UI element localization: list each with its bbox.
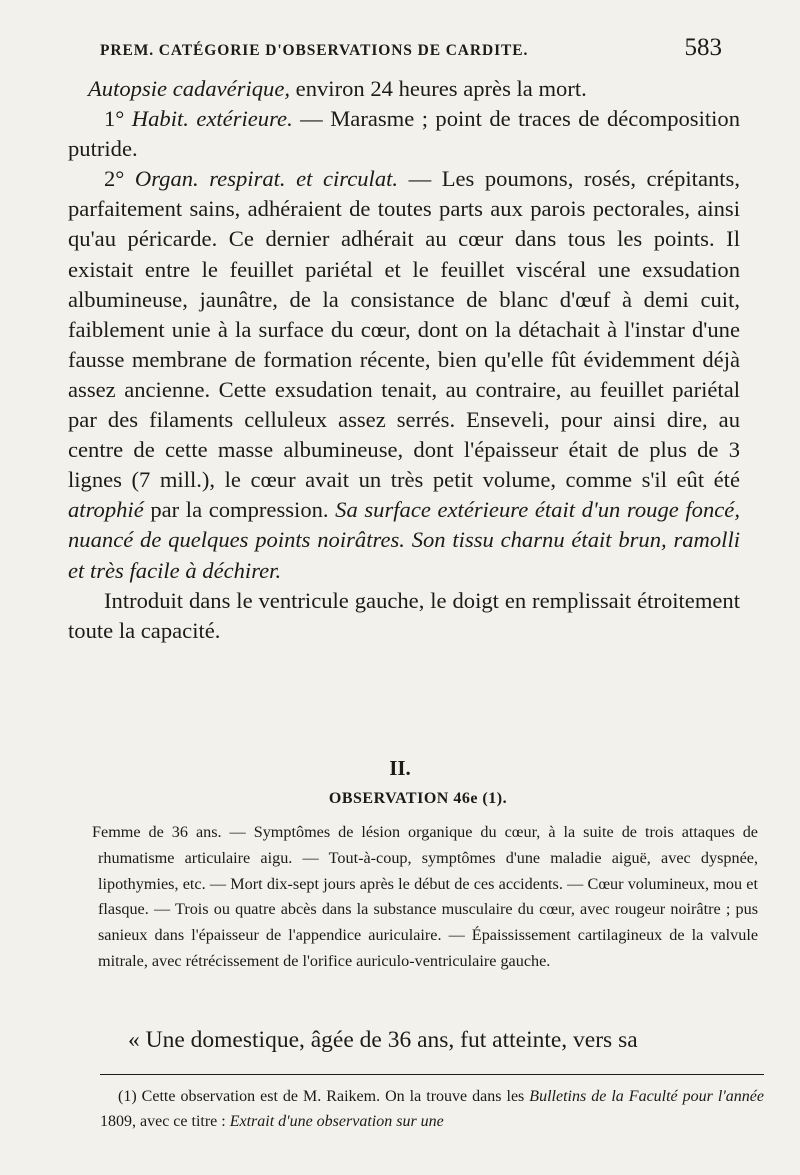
running-title: PREM. CATÉGORIE D'OBSERVATIONS DE CARDITE. xyxy=(100,42,529,59)
footnote-italic-1: Bulletins de la Faculté pour l'année xyxy=(529,1088,765,1105)
ventricle-text: Introduit dans le ventricule gauche, le doigt en remplissait étroitement toute la capacité. xyxy=(68,587,740,643)
section-number: II. xyxy=(389,756,411,780)
footnote xyxy=(100,1084,764,1134)
paragraph-organs xyxy=(68,164,740,585)
autopsy-text-span: environ 24 heures après la mort. xyxy=(290,76,587,101)
footnote-text xyxy=(100,1084,764,1134)
page-number: 583 xyxy=(684,34,722,61)
autopsy-heading: Autopsie cadavérique, xyxy=(88,76,291,101)
habit-prefix: 1° xyxy=(104,106,132,132)
observation-start xyxy=(92,1024,758,1056)
paragraph-autopsy xyxy=(68,74,740,104)
paragraph-ventricle xyxy=(68,586,740,646)
organs-italic-sentence: Sa surface extérieure était d'un rouge foncé, nuancé de quelques points noirâtres. Son tissu charnu était brun, ramolli et très facile à déchirer. xyxy=(68,497,740,583)
observation-summary xyxy=(92,820,758,975)
paragraph-habit xyxy=(68,104,740,164)
organs-italic-word: atrophié xyxy=(68,497,144,523)
observation-first-line: « Une domestique, âgée de 36 ans, fut atteinte, vers sa xyxy=(128,1027,638,1053)
autopsy-text xyxy=(68,74,740,646)
footnote-text-2: 1809, avec ce titre : xyxy=(100,1113,230,1130)
organs-text-2: par la compression. xyxy=(143,497,336,523)
observation-title: OBSERVATION 46e (1). xyxy=(328,790,508,807)
footnote-text-1: (1) Cette observation est de M. Raikem. On la trouve dans les xyxy=(118,1088,530,1105)
organs-text: — Les poumons, rosés, crépitants, parfaitement sains, adhéraient de toutes parts aux parois pectorales, ainsi qu'au péricarde. Ce dernier adhérait au cœur dans tous les points. Il existait entre le feuillet pariétal et le feuillet viscéral une exsudation albumineuse, jaunâtre, de la consistance de blanc d'œuf à demi cuit, faiblement unie à la surface du cœur, dont on la détachait à l'instar d'une fausse membrane de formation récente, bien qu'elle fût évidemment déjà assez ancienne. Cette exsudation tenait, au contraire, au feuillet pariétal par des filaments celluleux assez serrés. Enseveli, pour ainsi dire, au centre de cette masse albumineuse, dont l'épaisseur était de plus de 3 lignes (7 mill.), le cœur avait un très petit volume, comme s'il eût été xyxy=(68,166,740,493)
organs-prefix: 2° xyxy=(104,166,135,192)
summary-text: Femme de 36 ans. — Symptômes de lésion organique du cœur, à la suite de trois attaques de rhumatisme articulaire aigu. — Tout-à-coup, symptômes d'une maladie aiguë, avec dyspnée, lipothymies, etc. — Mort dix-sept jours après le début de ces accidents. — Cœur volumineux, mou et flasque. — Trois ou quatre abcès dans la substance musculaire du cœur, avec rougeur noirâtre ; pus sanieux dans l'épaisseur de l'appendice auriculaire. — Épaississement cartilagineux de la valvule mitrale, avec rétrécissement de l'orifice auriculo-ventriculaire gauche. xyxy=(92,823,758,970)
footnote-italic-2: Extrait d'une observation sur une xyxy=(229,1113,444,1130)
organs-heading: Organ. respirat. et circulat. xyxy=(134,166,399,192)
page-header xyxy=(100,34,722,68)
habit-heading: Habit. extérieure. xyxy=(131,106,293,132)
habit-text: — Marasme ; point de traces de décomposition putride. xyxy=(68,106,741,162)
footnote-divider xyxy=(100,1074,764,1075)
